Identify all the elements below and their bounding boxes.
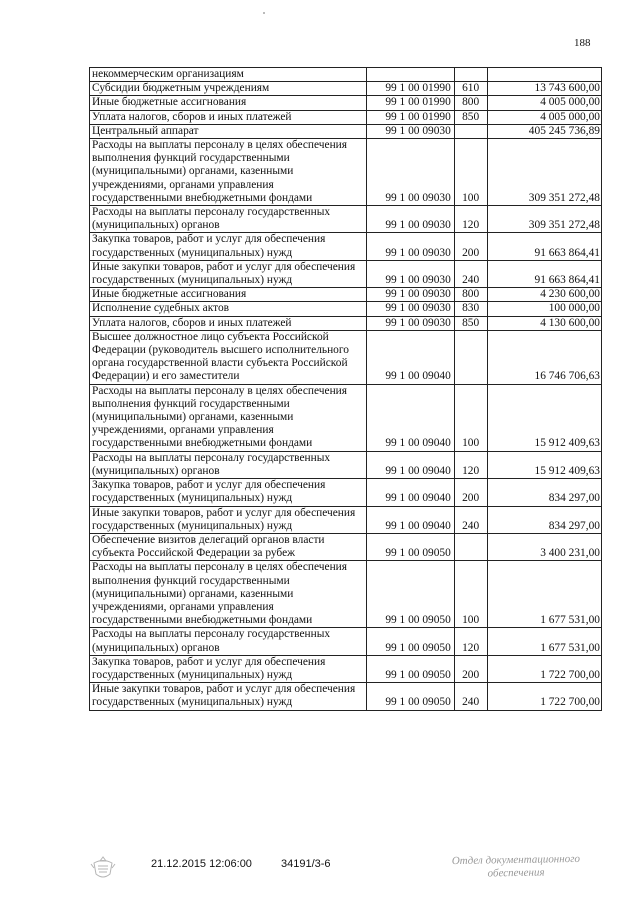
row-type-cell: 850 — [454, 316, 487, 330]
row-code-cell: 99 1 00 01990 — [366, 82, 454, 96]
row-code-cell: 99 1 00 09050 — [366, 628, 454, 655]
row-type-cell: 200 — [454, 655, 487, 682]
row-name-cell: Иные закупки товаров, работ и услуг для обеспечения государственных (муниципальных) нужд — [90, 260, 367, 287]
row-name-cell: Субсидии бюджетным учреждениям — [90, 82, 367, 96]
row-code-cell: 99 1 00 09030 — [366, 233, 454, 260]
stamp-line-1: Отдел документационного — [451, 852, 581, 868]
row-code-cell: 99 1 00 09050 — [366, 561, 454, 628]
table-row — [90, 330, 602, 384]
row-amount-cell: 1 722 700,00 — [487, 655, 602, 682]
row-type-cell: 800 — [454, 288, 487, 302]
department-stamp — [441, 853, 591, 882]
row-type-cell: 240 — [454, 683, 487, 710]
table-body — [90, 68, 602, 711]
row-code-cell: 99 1 00 09030 — [366, 206, 454, 233]
row-name-cell: Высшее должностное лицо субъекта Российской Федерации (руководитель высшего исполнительного органа государственной власти субъекта Российской Федерации) и его заместители — [90, 330, 367, 384]
row-name-cell: Иные закупки товаров, работ и услуг для обеспечения государственных (муниципальных) нужд — [90, 683, 367, 710]
table-row — [90, 655, 602, 682]
row-amount-cell: 1 677 531,00 — [487, 628, 602, 655]
row-type-cell — [454, 124, 487, 138]
row-type-cell: 850 — [454, 110, 487, 124]
row-amount-cell: 4 005 000,00 — [487, 110, 602, 124]
table-row — [90, 302, 602, 316]
table-row — [90, 561, 602, 628]
row-amount-cell — [487, 68, 602, 82]
row-amount-cell: 4 005 000,00 — [487, 96, 602, 110]
row-type-cell: 830 — [454, 302, 487, 316]
row-code-cell: 99 1 00 09040 — [366, 451, 454, 478]
row-name-cell: некоммерческим организациям — [90, 68, 367, 82]
table-row — [90, 124, 602, 138]
row-code-cell: 99 1 00 01990 — [366, 110, 454, 124]
row-name-cell: Расходы на выплаты персоналу в целях обеспечения выполнения функций государственными (муниципальными) органами, казенными учреждениями, органами управления государственными внебюджетными фондами — [90, 561, 367, 628]
table-row — [90, 96, 602, 110]
row-name-cell: Исполнение судебных актов — [90, 302, 367, 316]
table-row — [90, 233, 602, 260]
table-row — [90, 506, 602, 533]
table-row — [90, 479, 602, 506]
row-code-cell: 99 1 00 09030 — [366, 288, 454, 302]
table-row — [90, 316, 602, 330]
row-amount-cell: 91 663 864,41 — [487, 233, 602, 260]
row-type-cell: 610 — [454, 82, 487, 96]
table-row — [90, 260, 602, 287]
row-code-cell: 99 1 00 09050 — [366, 533, 454, 560]
row-amount-cell: 834 297,00 — [487, 479, 602, 506]
budget-table — [89, 67, 602, 711]
row-code-cell: 99 1 00 09030 — [366, 302, 454, 316]
row-amount-cell: 13 743 600,00 — [487, 82, 602, 96]
row-code-cell: 99 1 00 09050 — [366, 683, 454, 710]
row-code-cell: 99 1 00 09040 — [366, 384, 454, 451]
row-code-cell: 99 1 00 09040 — [366, 479, 454, 506]
table-row — [90, 82, 602, 96]
coat-of-arms-icon — [88, 854, 118, 882]
row-name-cell: Расходы на выплаты персоналу в целях обеспечения выполнения функций государственными (муниципальными) органами, казенными учреждениями, органами управления государственными внебюджетными фондами — [90, 139, 367, 206]
row-type-cell — [454, 68, 487, 82]
row-amount-cell: 309 351 272,48 — [487, 139, 602, 206]
row-name-cell: Центральный аппарат — [90, 124, 367, 138]
row-type-cell: 100 — [454, 561, 487, 628]
row-amount-cell: 91 663 864,41 — [487, 260, 602, 287]
row-type-cell: 120 — [454, 451, 487, 478]
table-row — [90, 139, 602, 206]
row-amount-cell: 309 351 272,48 — [487, 206, 602, 233]
row-amount-cell: 15 912 409,63 — [487, 384, 602, 451]
table-row — [90, 533, 602, 560]
row-name-cell: Расходы на выплаты персоналу государственных (муниципальных) органов — [90, 628, 367, 655]
row-code-cell: 99 1 00 09030 — [366, 260, 454, 287]
row-name-cell: Расходы на выплаты персоналу в целях обеспечения выполнения функций государственными (муниципальными) органами, казенными учреждениями, органами управления государственными внебюджетными фондами — [90, 384, 367, 451]
row-name-cell: Иные бюджетные ассигнования — [90, 96, 367, 110]
table-row — [90, 384, 602, 451]
row-name-cell: Иные бюджетные ассигнования — [90, 288, 367, 302]
row-code-cell: 99 1 00 09030 — [366, 139, 454, 206]
table-row — [90, 206, 602, 233]
row-code-cell — [366, 68, 454, 82]
row-type-cell: 200 — [454, 479, 487, 506]
row-type-cell: 240 — [454, 506, 487, 533]
scan-speck — [263, 12, 265, 14]
table-row — [90, 288, 602, 302]
row-type-cell — [454, 533, 487, 560]
row-name-cell: Иные закупки товаров, работ и услуг для обеспечения государственных (муниципальных) нужд — [90, 506, 367, 533]
row-amount-cell: 16 746 706,63 — [487, 330, 602, 384]
table-row — [90, 68, 602, 82]
footer-doc-number: 34191/3-6 — [281, 858, 331, 870]
row-amount-cell: 3 400 231,00 — [487, 533, 602, 560]
row-name-cell: Закупка товаров, работ и услуг для обеспечения государственных (муниципальных) нужд — [90, 655, 367, 682]
stamp-line-2: обеспечения — [487, 866, 545, 880]
row-type-cell: 120 — [454, 206, 487, 233]
row-amount-cell: 405 245 736,89 — [487, 124, 602, 138]
row-name-cell: Расходы на выплаты персоналу государственных (муниципальных) органов — [90, 451, 367, 478]
row-type-cell: 240 — [454, 260, 487, 287]
table-row — [90, 628, 602, 655]
table-row — [90, 451, 602, 478]
row-name-cell: Уплата налогов, сборов и иных платежей — [90, 316, 367, 330]
row-code-cell: 99 1 00 01990 — [366, 96, 454, 110]
row-name-cell: Закупка товаров, работ и услуг для обеспечения государственных (муниципальных) нужд — [90, 233, 367, 260]
row-name-cell: Обеспечение визитов делегаций органов власти субъекта Российской Федерации за рубеж — [90, 533, 367, 560]
row-type-cell: 100 — [454, 384, 487, 451]
row-name-cell: Расходы на выплаты персоналу государственных (муниципальных) органов — [90, 206, 367, 233]
row-type-cell: 120 — [454, 628, 487, 655]
row-type-cell: 100 — [454, 139, 487, 206]
row-code-cell: 99 1 00 09030 — [366, 124, 454, 138]
row-amount-cell: 4 130 600,00 — [487, 316, 602, 330]
row-code-cell: 99 1 00 09050 — [366, 655, 454, 682]
row-amount-cell: 1 677 531,00 — [487, 561, 602, 628]
row-amount-cell: 100 000,00 — [487, 302, 602, 316]
row-name-cell: Уплата налогов, сборов и иных платежей — [90, 110, 367, 124]
row-name-cell: Закупка товаров, работ и услуг для обеспечения государственных (муниципальных) нужд — [90, 479, 367, 506]
row-type-cell: 200 — [454, 233, 487, 260]
footer-datetime: 21.12.2015 12:06:00 — [151, 858, 252, 870]
row-code-cell: 99 1 00 09030 — [366, 316, 454, 330]
row-code-cell: 99 1 00 09040 — [366, 330, 454, 384]
row-type-cell: 800 — [454, 96, 487, 110]
row-code-cell: 99 1 00 09040 — [366, 506, 454, 533]
row-type-cell — [454, 330, 487, 384]
row-amount-cell: 4 230 600,00 — [487, 288, 602, 302]
row-amount-cell: 15 912 409,63 — [487, 451, 602, 478]
row-amount-cell: 834 297,00 — [487, 506, 602, 533]
row-amount-cell: 1 722 700,00 — [487, 683, 602, 710]
table-row — [90, 683, 602, 710]
table-row — [90, 110, 602, 124]
page-number: 188 — [574, 37, 591, 49]
